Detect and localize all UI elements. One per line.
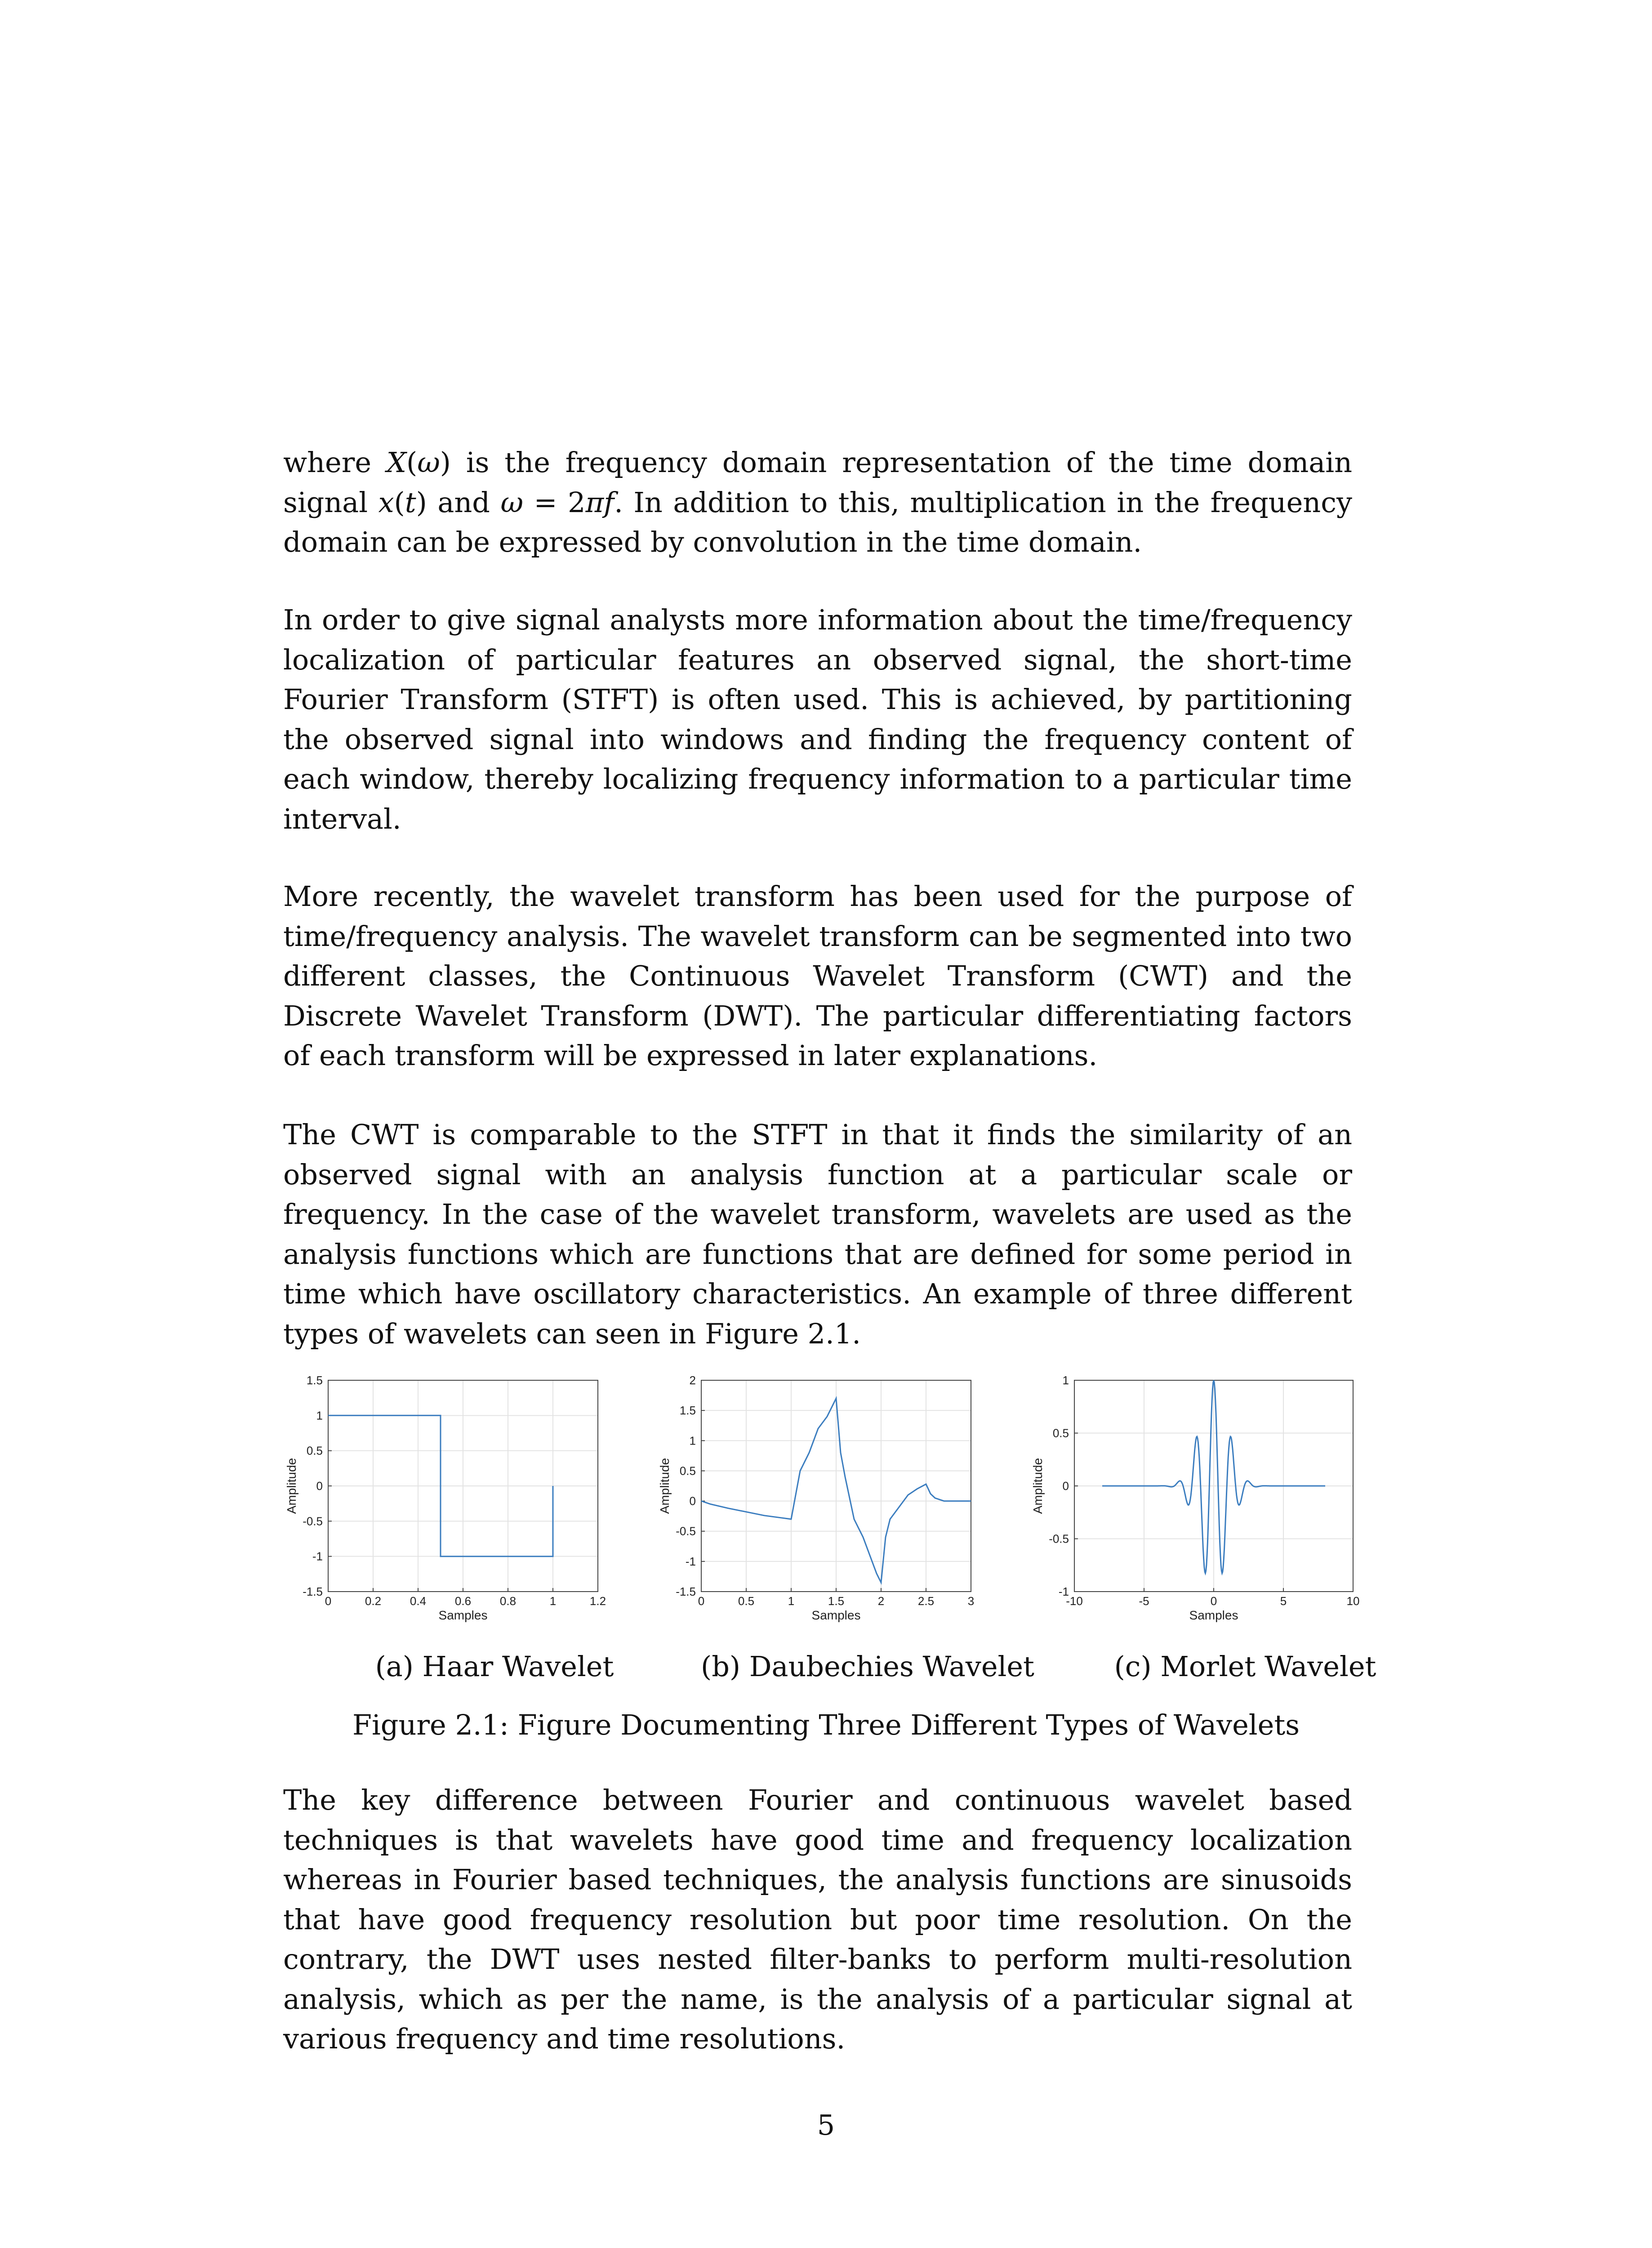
y-tick-label: -1 — [685, 1554, 696, 1568]
y-tick-label: 1 — [1062, 1374, 1069, 1387]
y-tick-label: 1.5 — [679, 1404, 696, 1418]
y-tick-label: -1 — [312, 1549, 323, 1563]
subcaption: (a) Haar Wavelet — [375, 1650, 614, 1683]
y-tick-label: -0.5 — [303, 1514, 323, 1528]
subfigure-daubechies — [643, 1371, 1034, 1683]
x-tick-label: 0.4 — [410, 1594, 427, 1608]
y-axis-label: Amplitude — [658, 1458, 672, 1514]
y-tick-label: 0 — [689, 1494, 696, 1508]
x-tick-label: 1 — [788, 1594, 795, 1608]
y-tick-label: -0.5 — [1049, 1532, 1069, 1546]
text-run: ( — [394, 486, 405, 519]
subcaption: (c) Morlet Wavelet — [1114, 1650, 1376, 1683]
math-symbol: t — [405, 486, 416, 519]
y-tick-label: -1 — [1058, 1585, 1069, 1598]
x-tick-label: -5 — [1139, 1594, 1149, 1608]
y-tick-label: -0.5 — [676, 1524, 696, 1538]
x-tick-label: 1.2 — [589, 1594, 606, 1608]
y-tick-label: 0 — [1062, 1479, 1069, 1493]
x-tick-label: 0 — [698, 1594, 705, 1608]
y-tick-label: 1.5 — [306, 1374, 323, 1387]
morlet-wavelet-chart — [1016, 1371, 1367, 1641]
x-axis-label: Samples — [438, 1608, 488, 1622]
text-run: In order to give signal analysts more information about the time/frequency localization of particular features an observed signal, the short-time Fourier Transform (STFT) is often used. This is achieved, by partitioning the observed signal into windows and finding the frequency content of each window, thereby localizing frequency information to a particular time interval. — [283, 603, 1352, 835]
figure-caption: Figure 2.1: Figure Documenting Three Different Types of Wavelets — [352, 1708, 1300, 1741]
math-symbol: ω — [500, 486, 524, 519]
subcaption: (b) Daubechies Wavelet — [701, 1650, 1034, 1683]
math-symbol: x — [378, 486, 394, 519]
x-tick-label: 0 — [325, 1594, 332, 1608]
text-run: = 2 — [523, 486, 586, 519]
text-run: The CWT is comparable to the STFT in that it finds the similarity of an observed signal with an analysis function at a particular scale or frequency. In the case of the wavelet transform, wavelets are used as the analysis functions which are functions that are defined for some period in time which have oscillatory characteristics. An example of three different types of wavelets can seen in Figure 2.1. — [283, 1118, 1352, 1350]
y-tick-label: -1.5 — [303, 1585, 323, 1598]
y-axis-label: Amplitude — [1031, 1458, 1045, 1514]
math-symbol: πf — [585, 486, 614, 519]
y-tick-label: 0.5 — [306, 1444, 323, 1458]
y-tick-label: 1 — [316, 1409, 323, 1423]
x-tick-label: 0 — [1210, 1594, 1217, 1608]
x-tick-label: 0.2 — [365, 1594, 382, 1608]
math-symbol: X — [386, 446, 407, 479]
paragraph — [283, 443, 1352, 562]
page-number: 5 — [817, 2109, 835, 2141]
figure — [270, 1371, 1376, 1683]
text-run: ) and — [416, 486, 501, 519]
y-tick-label: 0.5 — [1052, 1426, 1069, 1440]
y-tick-label: 1 — [689, 1434, 696, 1448]
x-tick-label: 1 — [549, 1594, 557, 1608]
subfigure-haar — [270, 1371, 614, 1683]
text-run: More recently, the wavelet transform has been used for the purpose of time/frequency analysis. The wavelet transform can be segmented into two different classes, the Continuous Wavelet Transform (CWT) and the Discrete Wavelet Transform (DWT). The particular differentiating factors of each transform will be expressed in later explanations. — [283, 880, 1352, 1072]
x-tick-label: 3 — [967, 1594, 975, 1608]
x-tick-label: 0.5 — [738, 1594, 755, 1608]
subfigure-morlet — [1016, 1371, 1376, 1683]
paragraph — [283, 1780, 1352, 2059]
paragraph — [283, 1115, 1352, 1354]
x-tick-label: 2.5 — [917, 1594, 935, 1608]
y-tick-label: 0.5 — [679, 1464, 696, 1478]
x-tick-label: 0.8 — [499, 1594, 517, 1608]
x-axis-label: Samples — [811, 1608, 861, 1622]
haar-wavelet-chart — [270, 1371, 611, 1641]
math-symbol: ω — [417, 446, 440, 479]
y-tick-label: 2 — [689, 1374, 696, 1387]
y-tick-label: 0 — [316, 1479, 323, 1493]
text-run: . In addition to this, multiplication in the frequency domain can be expressed by convolution in the time domain. — [283, 486, 1352, 558]
y-tick-label: -1.5 — [676, 1585, 696, 1598]
paragraph — [283, 877, 1352, 1076]
x-tick-label: 2 — [877, 1594, 885, 1608]
x-axis-label: Samples — [1189, 1608, 1238, 1622]
x-tick-label: 10 — [1346, 1594, 1360, 1608]
x-tick-label: 5 — [1280, 1594, 1287, 1608]
text-run: where — [283, 446, 387, 479]
y-axis-label: Amplitude — [285, 1458, 298, 1514]
text-run: ( — [406, 446, 418, 479]
daubechies-wavelet-chart — [643, 1371, 984, 1641]
text-run: ) is the frequency domain representation of the time domain signal — [283, 446, 1352, 519]
x-tick-label: -10 — [1066, 1594, 1083, 1608]
x-tick-label: 1.5 — [828, 1594, 845, 1608]
text-run: The key difference between Fourier and continuous wavelet based techniques is that wavelets have good time and frequency localization whereas in Fourier based techniques, the analysis functions are sinusoids that have good frequency resolution but poor time resolution. On the contrary, the DWT uses nested filter-banks to perform multi-resolution analysis, which as per the name, is the analysis of a particular signal at various frequency and time resolutions. — [283, 1784, 1352, 2055]
paragraph — [283, 600, 1352, 839]
x-tick-label: 0.6 — [454, 1594, 472, 1608]
